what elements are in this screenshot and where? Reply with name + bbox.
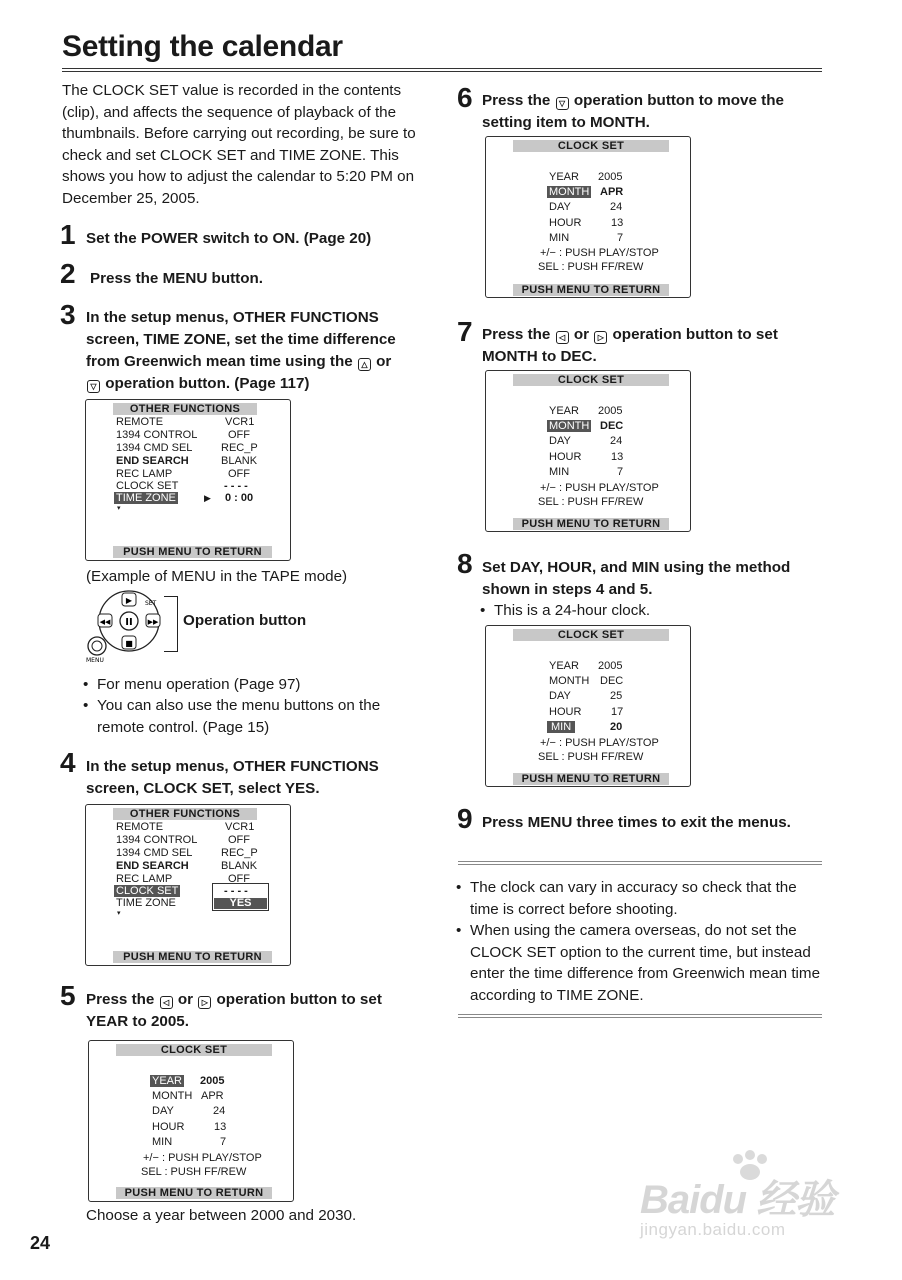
operation-button-label: Operation button	[183, 612, 307, 629]
watermark-url: jingyan.baidu.com	[640, 1220, 786, 1239]
clock-set-screen	[485, 370, 691, 532]
screen-header: CLOCK SET	[513, 374, 669, 386]
step-text-part: operation button to set MONTH to DEC.	[482, 326, 778, 365]
year-label: YEAR	[549, 171, 579, 183]
hint-text: +/− : PUSH PLAY/STOP	[540, 737, 659, 749]
min-value: 20	[610, 721, 623, 733]
day-label: DAY	[549, 690, 571, 702]
month-label: MONTH	[549, 420, 590, 432]
hint-text: +/− : PUSH PLAY/STOP	[540, 482, 659, 494]
step-text	[86, 989, 416, 1033]
step-text: In the setup menus, OTHER FUNCTIONS screen, CLOCK SET, select YES.	[86, 758, 379, 797]
clock-set-screen	[485, 625, 691, 787]
watermark-logo: Baidu 经验	[640, 1178, 835, 1222]
page-number: 24	[30, 1233, 51, 1253]
year-label: YEAR	[549, 660, 579, 672]
month-value: DEC	[600, 420, 624, 432]
step-number: 5	[60, 980, 76, 1011]
min-label: MIN	[547, 721, 575, 734]
month-label: MONTH	[549, 186, 590, 198]
menu-value: OFF	[228, 468, 250, 480]
day-label: DAY	[549, 435, 571, 447]
menu-label: CLOCK SET	[116, 885, 179, 897]
menu-value: BLANK	[221, 860, 258, 872]
svg-text:▶: ▶	[125, 596, 133, 605]
day-value: 24	[213, 1105, 226, 1117]
step-text-part: operation button to move the setting item to MONTH.	[482, 92, 784, 131]
min-value: 7	[220, 1136, 227, 1148]
note-bullet: • When using the camera overseas, do not set the CLOCK SET option to the current time, but instead enter the time difference from Greenwich mean time according to TIME ZONE.	[456, 920, 822, 1006]
screen-footer: PUSH MENU TO RETURN	[513, 518, 669, 530]
hour-label: HOUR	[152, 1121, 185, 1133]
note-bullet: • You can also use the menu buttons on the remote control. (Page 15)	[83, 695, 423, 738]
section-divider	[458, 861, 822, 865]
hint-text: SEL : PUSH FF/REW	[538, 261, 644, 273]
year-label: YEAR	[549, 405, 579, 417]
bracket	[164, 596, 178, 652]
step-number: 8	[457, 548, 473, 579]
svg-text:II: II	[125, 617, 133, 628]
set-label: SET	[145, 600, 157, 607]
hint-text: SEL : PUSH FF/REW	[538, 496, 644, 508]
day-label: DAY	[549, 201, 571, 213]
note-bullet: • For menu operation (Page 97)	[83, 674, 423, 696]
day-value: 24	[610, 435, 623, 447]
menu-label: TIME ZONE	[116, 897, 176, 909]
step-text-part: Press the	[482, 326, 551, 343]
more-indicator-icon: ▾	[117, 505, 121, 512]
screen-footer: PUSH MENU TO RETURN	[513, 284, 669, 296]
menu-label: REMOTE	[116, 821, 164, 833]
menu-value: BLANK	[221, 455, 258, 467]
menu-value: 0 : 00	[225, 492, 254, 504]
menu-value: - - - -	[224, 480, 248, 492]
menu-label: 1394 CMD SEL	[116, 847, 193, 859]
screen-footer: PUSH MENU TO RETURN	[113, 546, 272, 558]
step-number: 4	[60, 747, 76, 778]
day-label: DAY	[152, 1105, 174, 1117]
ff-button-icon: ▷	[594, 331, 607, 344]
hour-value: 13	[611, 451, 624, 463]
step-text-part: Press the	[482, 92, 551, 109]
step-number: 7	[457, 316, 473, 347]
screen-footer: PUSH MENU TO RETURN	[513, 773, 669, 785]
hour-value: 13	[214, 1121, 227, 1133]
menu-value: VCR1	[225, 416, 255, 428]
menu-value: OFF	[228, 873, 250, 885]
screen-header: OTHER FUNCTIONS	[113, 403, 257, 415]
screen-footer: PUSH MENU TO RETURN	[116, 1187, 272, 1199]
other-functions-screen	[85, 804, 291, 966]
watermark	[640, 1150, 850, 1250]
month-label: MONTH	[549, 675, 590, 687]
year-label: YEAR	[152, 1075, 182, 1087]
menu-value: - - - -	[224, 885, 248, 897]
down-button-icon: ▽	[556, 97, 569, 110]
screen-header: CLOCK SET	[513, 629, 669, 641]
step-text	[482, 324, 822, 368]
section-divider	[458, 1014, 822, 1018]
step-number: 3	[60, 299, 76, 330]
step-number: 1	[60, 219, 76, 250]
step-number: 6	[457, 82, 473, 113]
step-text-part: or	[573, 326, 590, 343]
menu-label: MENU	[86, 657, 104, 662]
svg-text:◀◀: ◀◀	[99, 618, 111, 626]
step-text-part: operation button to set YEAR to 2005.	[86, 991, 382, 1030]
min-label: MIN	[549, 466, 570, 478]
menu-value: REC_P	[221, 847, 258, 859]
step-text: Press MENU three times to exit the menus.	[482, 814, 791, 831]
menu-label: 1394 CMD SEL	[116, 442, 193, 454]
menu-label: REC LAMP	[116, 468, 173, 480]
year-value: 2005	[200, 1075, 225, 1087]
year-value: 2005	[598, 171, 623, 183]
month-value: APR	[201, 1090, 224, 1102]
note-bullet: • The clock can vary in accuracy so check that the time is correct before shooting.	[456, 877, 822, 920]
svg-text:▶▶: ▶▶	[147, 618, 159, 626]
menu-label: REC LAMP	[116, 873, 173, 885]
menu-label: REMOTE	[116, 416, 164, 428]
hour-value: 17	[611, 706, 624, 718]
menu-value: OFF	[228, 429, 250, 441]
menu-label: END SEARCH	[116, 860, 189, 872]
step-text: Set DAY, HOUR, and MIN using the method shown in steps 4 and 5.	[482, 559, 791, 598]
arrow-right-icon: ▶	[204, 493, 211, 503]
ff-button-icon: ▷	[198, 996, 211, 1009]
down-button-icon: ▽	[87, 380, 100, 393]
year-value: 2005	[598, 405, 623, 417]
hint-text: SEL : PUSH FF/REW	[141, 1166, 247, 1178]
min-value: 7	[617, 466, 624, 478]
title-rule	[62, 68, 822, 69]
hint-text: SEL : PUSH FF/REW	[538, 751, 644, 763]
menu-label: 1394 CONTROL	[116, 429, 198, 441]
yes-option: YES	[214, 898, 267, 909]
month-value: DEC	[600, 675, 624, 687]
min-label: MIN	[152, 1136, 173, 1148]
more-indicator-icon: ▾	[117, 910, 121, 917]
month-label: MONTH	[152, 1090, 193, 1102]
step-text	[86, 307, 426, 395]
clock-set-screen	[88, 1040, 294, 1202]
hint-text: +/− : PUSH PLAY/STOP	[540, 247, 659, 259]
screen-header: CLOCK SET	[116, 1044, 272, 1056]
min-value: 7	[617, 232, 624, 244]
menu-label: 1394 CONTROL	[116, 834, 198, 846]
step-text-part: or	[376, 353, 392, 370]
other-functions-screen	[85, 399, 291, 561]
menu-label: CLOCK SET	[116, 480, 179, 492]
menu-value: OFF	[228, 834, 250, 846]
hint-text: +/− : PUSH PLAY/STOP	[143, 1152, 262, 1164]
step-text-part: operation button. (Page 117)	[105, 375, 310, 392]
intro-paragraph: The CLOCK SET value is recorded in the contents (clip), and affects the sequence of playback of the thumbnails. Before carrying out recording, be sure to check and set CLOCK SET and TIME ZONE. This shows you how to adjust the calendar to 5:20 PM on December 25, 2005.	[62, 82, 416, 207]
svg-text:■: ■	[125, 639, 133, 648]
menu-label: END SEARCH	[116, 455, 189, 467]
hour-label: HOUR	[549, 451, 582, 463]
step5-caption: Choose a year between 2000 and 2030.	[86, 1207, 357, 1224]
menu-label: TIME ZONE	[116, 492, 176, 504]
day-value: 24	[610, 201, 623, 213]
screen-header: CLOCK SET	[513, 140, 669, 152]
min-label: MIN	[549, 232, 570, 244]
hour-label: HOUR	[549, 706, 582, 718]
screen-header: OTHER FUNCTIONS	[113, 808, 257, 820]
note-bullet: • This is a 24-hour clock.	[480, 600, 800, 622]
step-text-part: Press the	[86, 991, 155, 1008]
month-value: APR	[600, 186, 624, 198]
step-number: 9	[457, 803, 473, 834]
year-value: 2005	[598, 660, 623, 672]
up-button-icon: △	[358, 358, 371, 371]
hour-value: 13	[611, 217, 624, 229]
step-text: Press the MENU button.	[90, 270, 263, 287]
hour-label: HOUR	[549, 217, 582, 229]
rewind-button-icon: ◁	[160, 996, 173, 1009]
day-value: 25	[610, 690, 623, 702]
title-rule	[62, 71, 822, 72]
step-text-part: or	[177, 991, 194, 1008]
screen-footer: PUSH MENU TO RETURN	[113, 951, 272, 963]
step-text	[482, 90, 822, 134]
step-text-part: In the setup menus, OTHER FUNCTIONS screen, TIME ZONE, set the time difference from Greenwich mean time using the	[86, 309, 396, 370]
menu-caption: (Example of MENU in the TAPE mode)	[86, 568, 348, 585]
clock-set-screen	[485, 136, 691, 298]
menu-value: REC_P	[221, 442, 258, 454]
step-number: 2	[60, 258, 76, 289]
step-text: Set the POWER switch to ON. (Page 20)	[86, 230, 372, 247]
page-title: Setting the calendar	[62, 30, 343, 63]
rewind-button-icon: ◁	[556, 331, 569, 344]
menu-value: VCR1	[225, 821, 255, 833]
